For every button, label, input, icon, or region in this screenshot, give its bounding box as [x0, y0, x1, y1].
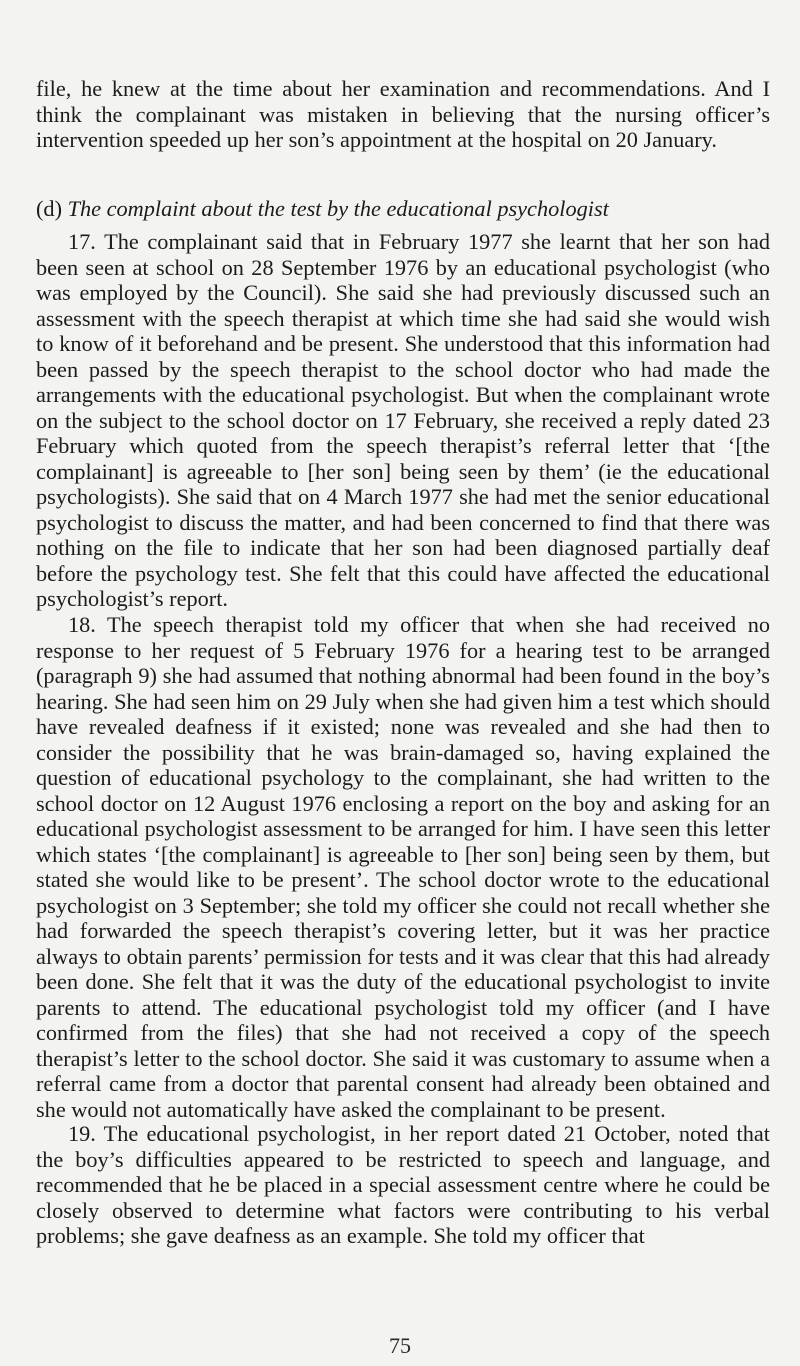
page-number: 75 [389, 1333, 411, 1358]
paragraph-17: 17. The complainant said that in February 1977 she learnt that her son had been seen at school on 28 September 1976 by an educational psychologist (who was employed by the Council). She said she had previously discussed such an assessment with the speech therapist at which time she had said she would wish to know of it beforehand and be present. She understood that this information had been passed by the speech therapist to the school doctor who had made the arrangements with the educational psychologist. But when the complainant wrote on the subject to the school doctor on 17 February, she received a reply dated 23 February which quoted from the speech therapist’s referral letter that ‘[the complainant] is agreeable to [her son] being seen by them’ (ie the educational psychologists). She said that on 4 March 1977 she had met the senior educational psychologist to discuss the matter, and had been concerned to find that there was nothing on the file to indicate that her son had been diagnosed partially deaf before the psychology test. She felt that this could have affected the educational psychologist’s report. [36, 229, 770, 611]
section-label: (d) [36, 196, 62, 221]
paragraph-18: 18. The speech therapist told my officer that when she had received no response to her request of 5 February 1976 for a hearing test to be arranged (paragraph 9) she had assumed that nothing abnormal had been found in the boy’s hearing. She had seen him on 29 July when she had given him a test which should have revealed deafness if it existed; none was revealed and she had then to consider the possibility that he was brain-damaged so, having explained the question of educational psychology to the complainant, she had written to the school doctor on 12 August 1976 enclosing a report on the boy and asking for an educational psychologist assessment to be arranged for him. I have seen this letter which states ‘[the complainant] is agreeable to [her son] being seen by them, but stated she would like to be present’. The school doctor wrote to the educational psychologist on 3 September; she told my officer she could not recall whether she had forwarded the speech therapist’s covering letter, but it was her practice always to obtain parents’ permission for tests and it was clear that this had already been done. She felt that it was the duty of the educational psychologist to invite parents to attend. The educational psychologist told my officer (and I have confirmed from the files) that she had not received a copy of the speech therapist’s letter to the school doctor. She said it was customary to assume when a referral came from a doctor that parental consent had already been obtained and she would not automatically have asked the complainant to be present. [36, 612, 770, 1122]
paragraph-19: 19. The educational psychologist, in her report dated 21 October, noted that the boy’s difficulties appeared to be restricted to speech and language, and recommended that he be placed in a special assessment centre where he could be closely observed to determine what factors were contributing to his verbal problems; she gave deafness as an example. She told my officer that [36, 1121, 770, 1248]
intro-paragraph: file, he knew at the time about her examination and recommendations. And I think the complainant was mistaken in believing that the nursing officer’s intervention speeded up her son’s appointment at the hospital on 20 January. [36, 76, 770, 152]
section-heading [36, 196, 770, 222]
section-title: The complaint about the test by the educational psychologist [67, 196, 609, 221]
